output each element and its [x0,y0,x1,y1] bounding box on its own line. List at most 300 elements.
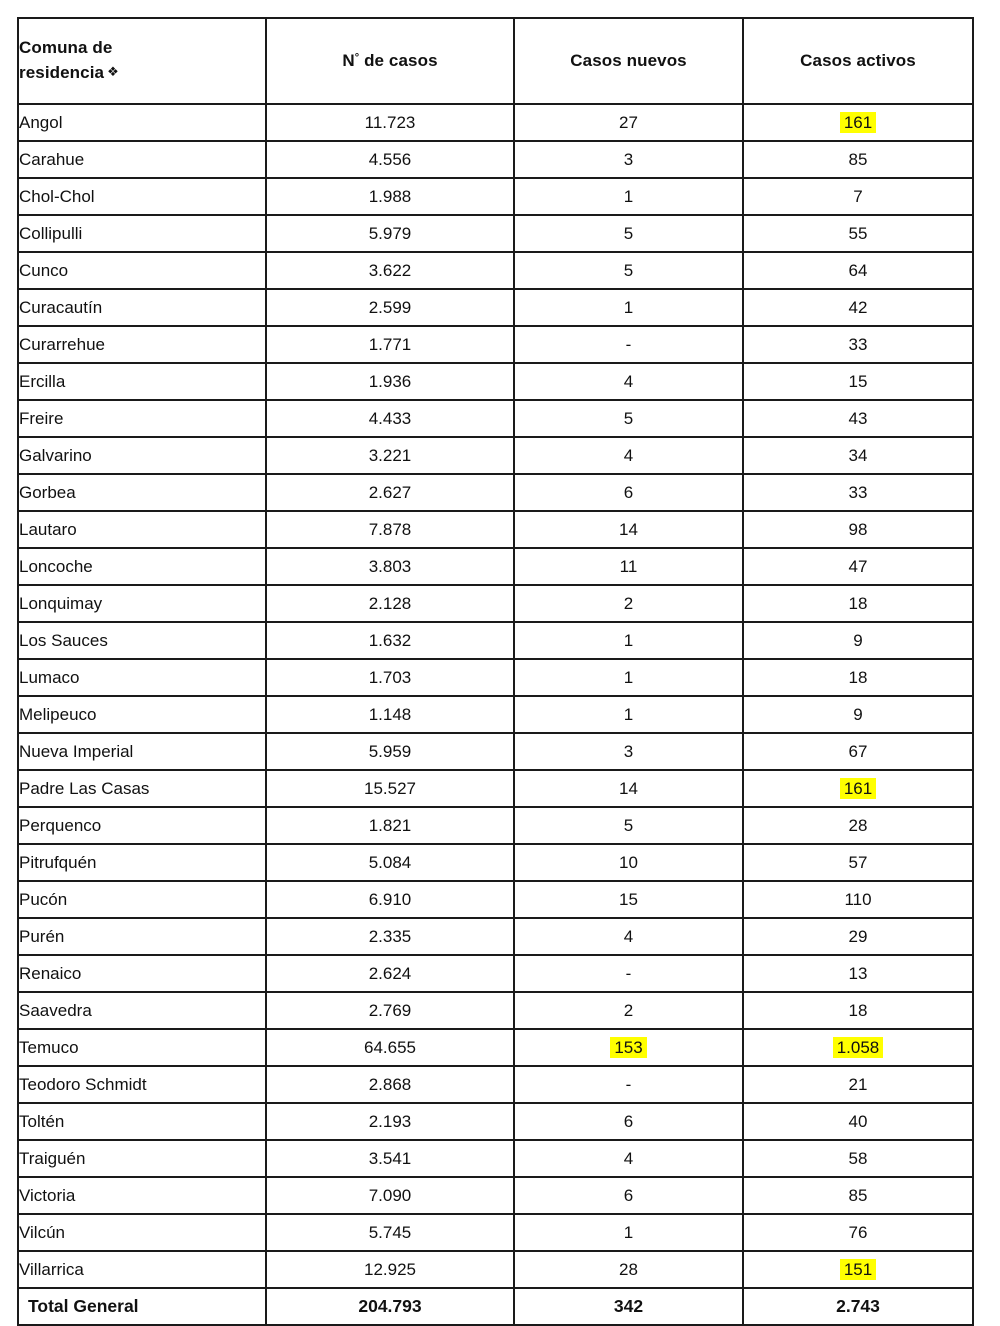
cell-comuna [18,252,266,289]
cell-casos-activos-value: 29 [848,926,868,946]
cell-numero-de-casos-value: 1.936 [368,371,412,391]
cell-numero-de-casos [266,252,514,289]
cell-casos-nuevos [514,992,743,1029]
table-row [18,141,973,178]
cell-numero-de-casos [266,585,514,622]
cell-casos-activos-value: 21 [848,1074,868,1094]
cell-numero-de-casos-value: 4.433 [368,408,412,428]
table-row [18,1103,973,1140]
cell-numero-de-casos [266,881,514,918]
cell-comuna-value: Padre Las Casas [19,778,150,798]
cell-numero-de-casos-value: 3.803 [368,556,412,576]
cell-casos-nuevos [514,141,743,178]
table-row [18,178,973,215]
cell-comuna [18,289,266,326]
cell-casos-activos-value: 47 [848,556,868,576]
cell-numero-de-casos-value: 4.556 [368,149,412,169]
cell-casos-nuevos-value: 1 [623,297,634,317]
cell-numero-de-casos-value: 5.084 [368,852,412,872]
column-header-numero-de-casos [266,18,514,104]
cell-comuna-value: Pitrufquén [19,852,97,872]
cell-comuna-value: Villarrica [19,1259,84,1279]
cell-casos-nuevos [514,104,743,141]
cell-casos-activos [743,918,973,955]
cell-numero-de-casos [266,400,514,437]
cell-numero-de-casos [266,733,514,770]
cell-casos-activos-value: 33 [848,482,868,502]
cell-casos-activos [743,733,973,770]
cell-numero-de-casos [266,1029,514,1066]
cell-casos-nuevos [514,1103,743,1140]
cell-casos-activos-value: 18 [848,1000,868,1020]
cell-casos-activos-value: 42 [848,297,868,317]
cell-casos-activos-value: 18 [848,593,868,613]
cell-numero-de-casos [266,215,514,252]
column-header-comuna-text: residencia [19,63,105,82]
cell-casos-nuevos-value: 4 [623,1148,634,1168]
cell-numero-de-casos [266,1140,514,1177]
cell-numero-de-casos [266,363,514,400]
cell-comuna [18,326,266,363]
cell-comuna-value: Collipulli [19,223,83,243]
cell-numero-de-casos [266,1177,514,1214]
cell-casos-nuevos-value: 14 [619,519,638,539]
column-header-casos-nuevos: Casos nuevos [514,18,743,104]
table-row [18,252,973,289]
cell-numero-de-casos-value: 11.723 [364,112,416,132]
cell-comuna [18,1214,266,1251]
cell-comuna [18,363,266,400]
cell-casos-activos-value: 9 [853,630,863,650]
table-row [18,918,973,955]
cell-numero-de-casos [266,659,514,696]
cell-casos-activos [743,1177,973,1214]
cell-numero-de-casos [266,1288,514,1325]
cell-casos-activos [743,1214,973,1251]
cell-casos-nuevos [514,918,743,955]
cell-comuna-value: Curarrehue [19,334,105,354]
cell-casos-activos-value: 98 [848,519,868,539]
cell-casos-nuevos [514,1066,743,1103]
cell-casos-activos [743,1066,973,1103]
table-header [18,18,973,104]
cell-casos-nuevos [514,1029,743,1066]
cell-numero-de-casos-value: 2.624 [368,963,412,983]
cell-casos-nuevos-value: 6 [623,482,634,502]
cell-numero-de-casos [266,1251,514,1288]
cell-casos-nuevos-value: 4 [623,371,634,391]
cell-comuna [18,881,266,918]
cell-comuna [18,215,266,252]
cell-casos-activos [743,1140,973,1177]
table-row [18,585,973,622]
cell-comuna [18,844,266,881]
cell-comuna [18,622,266,659]
cell-numero-de-casos-value: 2.193 [368,1111,412,1131]
cell-numero-de-casos-value: 6.910 [368,889,412,909]
table-row [18,622,973,659]
cell-casos-activos-value: 28 [848,815,868,835]
cell-casos-nuevos-value: 4 [623,445,634,465]
cell-casos-activos [743,1251,973,1288]
cell-numero-de-casos-value: 3.622 [368,260,412,280]
cell-casos-activos [743,696,973,733]
cell-comuna-value: Gorbea [19,482,76,502]
cell-numero-de-casos-value: 2.868 [368,1074,412,1094]
cell-comuna-value: Nueva Imperial [19,741,134,761]
cell-comuna [18,770,266,807]
table-row [18,289,973,326]
cell-casos-activos [743,437,973,474]
cell-casos-nuevos [514,363,743,400]
cell-casos-nuevos-value: 1 [623,704,634,724]
cell-casos-nuevos-highlighted-value: 153 [610,1037,646,1059]
cell-numero-de-casos [266,141,514,178]
column-header-numero-suffix: de casos [359,51,438,70]
cell-casos-nuevos-value: 5 [623,260,634,280]
table-row [18,548,973,585]
cell-casos-activos-value: 7 [853,186,863,206]
table-row [18,1251,973,1288]
cell-numero-de-casos [266,289,514,326]
table-total-row [18,1288,973,1325]
cell-casos-activos-highlighted-value: 161 [840,778,876,800]
footnote-marker-icon: ❖ [107,64,119,79]
cell-casos-activos [743,1288,973,1325]
table-row [18,363,973,400]
cell-casos-activos-value: 110 [844,889,872,909]
cell-casos-activos [743,1103,973,1140]
cell-casos-nuevos [514,215,743,252]
cell-comuna [18,178,266,215]
table-row [18,474,973,511]
table-row [18,807,973,844]
column-header-casos-activos: Casos activos [743,18,973,104]
cell-numero-de-casos-value: 5.745 [368,1222,412,1242]
cell-casos-activos [743,881,973,918]
cell-casos-nuevos [514,881,743,918]
cell-numero-de-casos-value: 1.703 [368,667,412,687]
cell-comuna-value: Teodoro Schmidt [19,1074,147,1094]
cell-comuna-value: Traiguén [19,1148,86,1168]
cell-comuna-value: Carahue [19,149,85,169]
column-header-numero-prefix: N [342,51,355,70]
cell-casos-activos [743,400,973,437]
cell-numero-de-casos [266,511,514,548]
cell-comuna [18,918,266,955]
cell-comuna-value: Melipeuco [19,704,97,724]
cell-casos-activos [743,955,973,992]
cell-casos-activos-value: 40 [848,1111,868,1131]
cell-numero-de-casos-value: 64.655 [364,1037,416,1057]
cell-comuna [18,104,266,141]
cell-numero-de-casos [266,326,514,363]
cell-numero-de-casos-value: 5.979 [368,223,412,243]
cell-numero-de-casos-value: 1.771 [368,334,412,354]
cell-casos-nuevos [514,437,743,474]
cell-comuna-value: Total General [28,1296,139,1316]
cell-casos-activos-value: 85 [848,149,868,169]
cell-numero-de-casos-value: 5.959 [368,741,412,761]
cell-casos-nuevos-value: 6 [623,1111,634,1131]
cell-comuna [18,1066,266,1103]
cell-comuna [18,548,266,585]
cell-numero-de-casos [266,622,514,659]
cell-casos-activos [743,511,973,548]
cell-casos-activos [743,289,973,326]
cell-comuna-value: Vilcún [19,1222,65,1242]
cell-comuna-value: Freire [19,408,64,428]
cell-casos-nuevos-value: 11 [619,556,638,576]
cell-numero-de-casos-value: 1.148 [368,704,412,724]
cell-casos-activos [743,363,973,400]
cell-casos-activos [743,141,973,178]
cell-casos-nuevos-value: 10 [619,852,638,872]
cell-numero-de-casos-value: 2.599 [368,297,412,317]
cell-casos-nuevos [514,622,743,659]
table-body [18,104,973,1325]
cell-casos-activos-value: 76 [848,1222,868,1242]
cell-casos-activos [743,770,973,807]
cell-comuna-value: Chol-Chol [19,186,95,206]
cell-numero-de-casos [266,992,514,1029]
table-row [18,844,973,881]
cell-comuna [18,437,266,474]
cell-casos-activos [743,1029,973,1066]
cell-casos-activos [743,622,973,659]
cell-casos-activos [743,585,973,622]
cell-comuna [18,1140,266,1177]
cell-comuna-value: Toltén [19,1111,65,1131]
cell-casos-nuevos [514,585,743,622]
cell-comuna [18,511,266,548]
cell-numero-de-casos [266,1066,514,1103]
cell-numero-de-casos [266,807,514,844]
cell-numero-de-casos [266,178,514,215]
cell-casos-nuevos-value: - [625,1074,632,1094]
cell-casos-nuevos-value: 3 [623,741,634,761]
cell-casos-nuevos-value: - [625,963,632,983]
degree-sign-icon: ° [354,52,360,64]
cell-casos-activos [743,326,973,363]
table-row [18,1029,973,1066]
table-row [18,437,973,474]
cell-casos-nuevos-value: 5 [623,408,634,428]
cell-numero-de-casos [266,474,514,511]
cell-casos-nuevos [514,1177,743,1214]
cell-casos-activos-value: 55 [848,223,868,243]
cell-casos-activos-value: 33 [848,334,868,354]
cell-casos-nuevos-value: 14 [619,778,638,798]
cell-numero-de-casos-value: 3.221 [368,445,412,465]
cell-numero-de-casos [266,918,514,955]
cell-numero-de-casos [266,955,514,992]
cell-comuna-value: Saavedra [19,1000,92,1020]
cell-comuna [18,1029,266,1066]
cell-comuna [18,659,266,696]
cell-comuna [18,992,266,1029]
table-row [18,215,973,252]
column-header-comuna-line2 [19,61,265,86]
table-row [18,955,973,992]
cell-casos-activos [743,474,973,511]
cell-numero-de-casos [266,437,514,474]
cell-casos-nuevos-value: 6 [623,1185,634,1205]
cell-comuna-value: Curacautín [19,297,103,317]
cell-comuna-value: Lumaco [19,667,80,687]
cell-casos-activos [743,992,973,1029]
table-row [18,326,973,363]
cell-numero-de-casos-value: 1.988 [368,186,412,206]
cell-casos-nuevos-value: 28 [619,1259,638,1279]
cell-casos-nuevos [514,1288,743,1325]
cell-casos-activos [743,252,973,289]
cell-casos-activos-value: 43 [848,408,868,428]
cell-casos-nuevos-value: 3 [623,149,634,169]
cell-numero-de-casos-value: 1.821 [368,815,412,835]
cell-comuna [18,696,266,733]
cell-casos-activos-value: 57 [848,852,868,872]
cell-comuna [18,474,266,511]
table-row [18,659,973,696]
cell-comuna [18,1103,266,1140]
cell-comuna [18,141,266,178]
cell-casos-activos-highlighted-value: 161 [840,112,876,134]
table-row [18,696,973,733]
cell-casos-nuevos-value: 342 [613,1296,644,1316]
cell-comuna-value: Galvarino [19,445,92,465]
table-row [18,733,973,770]
cell-numero-de-casos [266,104,514,141]
cell-casos-activos [743,807,973,844]
cell-casos-nuevos-value: 1 [623,186,634,206]
table-row [18,1177,973,1214]
cell-comuna [18,400,266,437]
cell-comuna-value: Cunco [19,260,69,280]
cell-casos-activos-value: 18 [848,667,868,687]
cell-casos-nuevos [514,696,743,733]
cell-numero-de-casos-value: 2.335 [368,926,412,946]
cell-numero-de-casos-value: 15.527 [364,778,416,798]
cell-numero-de-casos-value: 7.878 [368,519,412,539]
cell-casos-nuevos [514,252,743,289]
table-row [18,104,973,141]
table-row [18,992,973,1029]
cell-comuna [18,733,266,770]
cell-comuna [18,1288,266,1325]
cell-comuna-value: Angol [19,112,63,132]
cell-comuna-value: Purén [19,926,65,946]
cell-numero-de-casos-value: 2.128 [368,593,412,613]
cell-casos-activos-value: 85 [848,1185,868,1205]
cell-casos-nuevos [514,770,743,807]
cell-numero-de-casos-value: 1.632 [368,630,412,650]
cell-numero-de-casos [266,696,514,733]
cell-casos-activos-value: 67 [848,741,868,761]
cell-casos-nuevos [514,178,743,215]
cell-casos-nuevos-value: 1 [623,667,634,687]
cell-casos-activos-highlighted-value: 151 [840,1259,876,1281]
cell-comuna-value: Lautaro [19,519,77,539]
cell-casos-activos [743,104,973,141]
cell-casos-nuevos [514,474,743,511]
cell-casos-nuevos-value: 5 [623,815,634,835]
cell-casos-nuevos [514,955,743,992]
cell-comuna-value: Los Sauces [19,630,108,650]
cell-casos-activos-value: 34 [848,445,868,465]
cell-casos-nuevos [514,1251,743,1288]
table-row [18,770,973,807]
cell-comuna-value: Ercilla [19,371,66,391]
table-row [18,511,973,548]
cell-casos-activos-value: 13 [848,963,868,983]
cell-casos-nuevos-value: 15 [619,889,638,909]
cell-casos-nuevos [514,844,743,881]
cell-comuna-value: Renaico [19,963,82,983]
cell-comuna [18,1177,266,1214]
cell-numero-de-casos [266,844,514,881]
cell-casos-nuevos [514,400,743,437]
cell-comuna [18,955,266,992]
cell-numero-de-casos [266,770,514,807]
column-header-comuna-line1: Comuna de [19,38,113,58]
cell-numero-de-casos [266,548,514,585]
cell-numero-de-casos-value: 3.541 [368,1148,412,1168]
cell-casos-activos [743,659,973,696]
cell-casos-nuevos-value: 27 [619,112,638,132]
cell-casos-nuevos-value: 2 [623,1000,634,1020]
cell-casos-nuevos [514,289,743,326]
cell-comuna-value: Lonquimay [19,593,103,613]
cell-casos-nuevos [514,807,743,844]
cell-casos-nuevos-value: 5 [623,223,634,243]
cell-casos-nuevos [514,1140,743,1177]
cell-casos-nuevos [514,548,743,585]
table-row [18,1066,973,1103]
cell-casos-activos [743,844,973,881]
cell-casos-activos-highlighted-value: 1.058 [833,1037,884,1059]
cell-casos-nuevos-value: 1 [623,630,634,650]
cell-casos-nuevos [514,659,743,696]
cell-comuna-value: Perquenco [19,815,102,835]
table-header-row [18,18,973,104]
table-row [18,1140,973,1177]
column-header-comuna [18,18,266,104]
cell-comuna [18,1251,266,1288]
casos-por-comuna-table [17,17,974,1326]
cell-casos-nuevos-value: 2 [623,593,634,613]
cell-comuna [18,585,266,622]
cell-casos-nuevos-value: 4 [623,926,634,946]
cell-casos-activos [743,215,973,252]
cell-comuna-value: Pucón [19,889,68,909]
cell-casos-activos-value: 64 [848,260,868,280]
cell-casos-nuevos-value: - [625,334,632,354]
cell-comuna [18,807,266,844]
table-row [18,400,973,437]
cell-casos-activos-value: 15 [848,371,868,391]
cell-casos-activos-value: 58 [848,1148,868,1168]
cell-numero-de-casos [266,1214,514,1251]
cell-numero-de-casos [266,1103,514,1140]
cell-casos-nuevos-value: 1 [623,1222,634,1242]
cell-numero-de-casos-value: 2.769 [368,1000,412,1020]
cell-numero-de-casos-value: 2.627 [368,482,412,502]
cell-casos-activos [743,548,973,585]
cell-comuna-value: Temuco [19,1037,79,1057]
cell-casos-activos-value: 9 [853,704,863,724]
table-row [18,1214,973,1251]
